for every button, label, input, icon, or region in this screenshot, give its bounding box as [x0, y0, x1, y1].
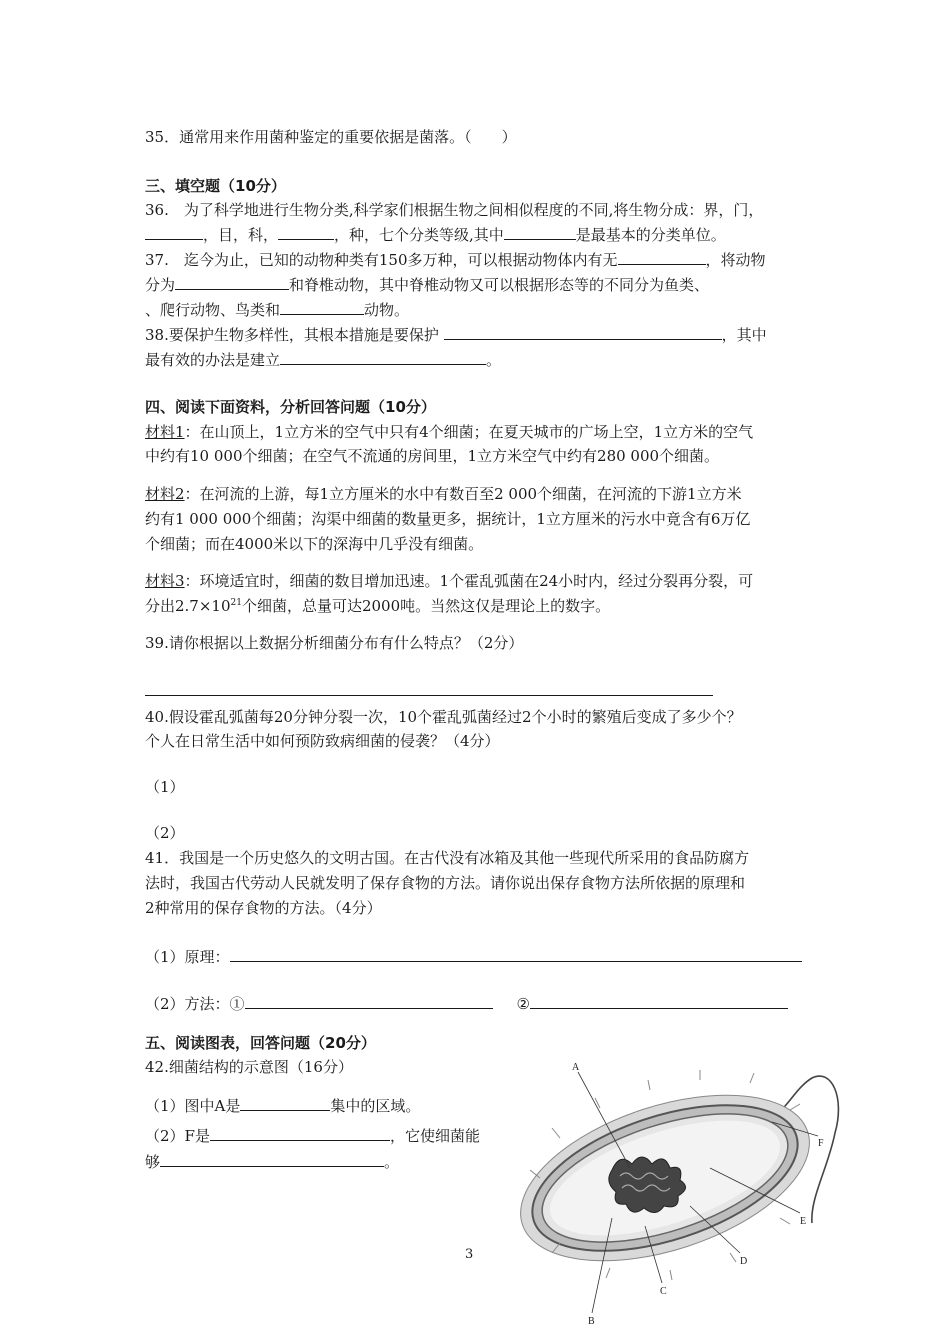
material-2-line2: 约有1 000 000个细菌；沟渠中细菌的数量更多，据统计，1立方厘米的污水中竟含有6万亿 [145, 510, 751, 528]
question-37-line2: 分为 和脊椎动物，其中脊椎动物又可以根据形态等的不同分为鱼类、 [145, 276, 710, 294]
question-42-1: （1）图中A是 集中的区域。 [145, 1097, 421, 1115]
label-E: E [800, 1216, 807, 1227]
blank-37c[interactable] [280, 299, 364, 315]
question-37-line1: 37. 迄今为止，已知的动物种类有150多万种，可以根据动物体内有无 ，将动物 [145, 251, 766, 269]
blank-36a[interactable] [145, 224, 203, 240]
material-2-line3: 个细菌；而在4000米以下的深海中几乎没有细菌。 [145, 535, 484, 553]
section-5-title: 五、阅读图表，回答问题（20分） [145, 1034, 376, 1052]
blank-36b[interactable] [278, 224, 334, 240]
material-1-line1: 材料1：在山顶上，1立方米的空气中只有4个细菌；在夏天城市的广场上空，1立方米的空气 [145, 423, 754, 441]
question-36-line1: 36. 为了科学地进行生物分类,科学家们根据生物之间相似程度的不同,将生物分成：界，门， [145, 201, 764, 219]
blank-38b[interactable] [280, 349, 486, 365]
page-number: 3 [465, 1247, 474, 1262]
blank-37a[interactable] [618, 249, 706, 265]
question-42-3: 够 。 [145, 1153, 400, 1171]
blank-41-principle[interactable] [230, 946, 802, 962]
answer-40-1: （1） [145, 778, 185, 796]
answer-41-2: （2）方法：① ② [145, 993, 788, 1014]
question-41-line1: 41．我国是一个历史悠久的文明古国。在古代没有冰箱及其他一些现代所采用的食品防腐方 [145, 849, 750, 867]
blank-41-method-2[interactable] [530, 993, 788, 1009]
blank-41-method-1[interactable] [245, 993, 493, 1009]
blank-37b[interactable] [175, 274, 289, 290]
answer-41-1: （1）原理： [145, 946, 802, 967]
material-3-line1: 材料3：环境适宜时，细菌的数目增加迅速。1个霍乱弧菌在24小时内，经过分裂再分裂，可 [145, 572, 754, 590]
blank-42a[interactable] [240, 1095, 330, 1111]
question-38-line2: 最有效的办法是建立 。 [145, 351, 502, 369]
blank-42b[interactable] [210, 1125, 390, 1141]
material-3-line2: 分出$2.7\times 10^{21}$个细菌，总量可达2000吨。当然这仅是理论上的数字。 [145, 597, 611, 615]
label-A: A [572, 1062, 580, 1073]
question-41-line3: 2种常用的保存食物的方法。（4分） [145, 899, 382, 917]
bacteria-structure-diagram [500, 1058, 840, 1328]
material-1-line2: 中约有10 000个细菌；在空气不流通的房间里，1立方米空气中约有280 000个细菌。 [145, 447, 720, 465]
blank-38a[interactable] [444, 324, 722, 340]
question-42-2: （2）F是 ，它使细菌能 [145, 1127, 480, 1145]
label-D: D [740, 1256, 748, 1267]
question-35: 35．通常用来作用菌种鉴定的重要依据是菌落。（ ） [145, 128, 517, 146]
label-B: B [588, 1316, 595, 1327]
question-40-line2: 个人在日常生活中如何预防致病细菌的侵袭？（4分） [145, 732, 500, 750]
label-F: F [818, 1138, 824, 1149]
section-3-title: 三、填空题（10分） [145, 177, 286, 195]
blank-42c[interactable] [160, 1151, 384, 1167]
question-42-title: 42.细菌结构的示意图（16分） [145, 1058, 353, 1076]
answer-40-2: （2） [145, 824, 185, 842]
section-4-title: 四、阅读下面资料，分析回答问题（10分） [145, 398, 436, 416]
question-41-line2: 法时，我国古代劳动人民就发明了保存食物的方法。请你说出保存食物方法所依据的原理和 [145, 874, 746, 892]
question-37-line3: 、爬行动物、鸟类和 动物。 [145, 301, 410, 319]
answer-line-39[interactable] [145, 695, 713, 696]
question-38-line1: 38.要保护生物多样性，其根本措施是要保护 ，其中 [145, 326, 767, 344]
question-40-line1: 40.假设霍乱弧菌每20分钟分裂一次，10个霍乱弧菌经过2个小时的繁殖后变成了多少个？ [145, 708, 742, 726]
question-39: 39.请你根据以上数据分析细菌分布有什么特点？（2分） [145, 634, 524, 652]
label-C: C [660, 1286, 667, 1297]
material-2-line1: 材料2：在河流的上游，每1立方厘米的水中有数百至2 000个细菌，在河流的下游1立方米 [145, 485, 742, 503]
question-36-line2: ，目，科， ，种，七个分类等级,其中 是最基本的分类单位。 [145, 224, 726, 245]
blank-36c[interactable] [504, 224, 576, 240]
